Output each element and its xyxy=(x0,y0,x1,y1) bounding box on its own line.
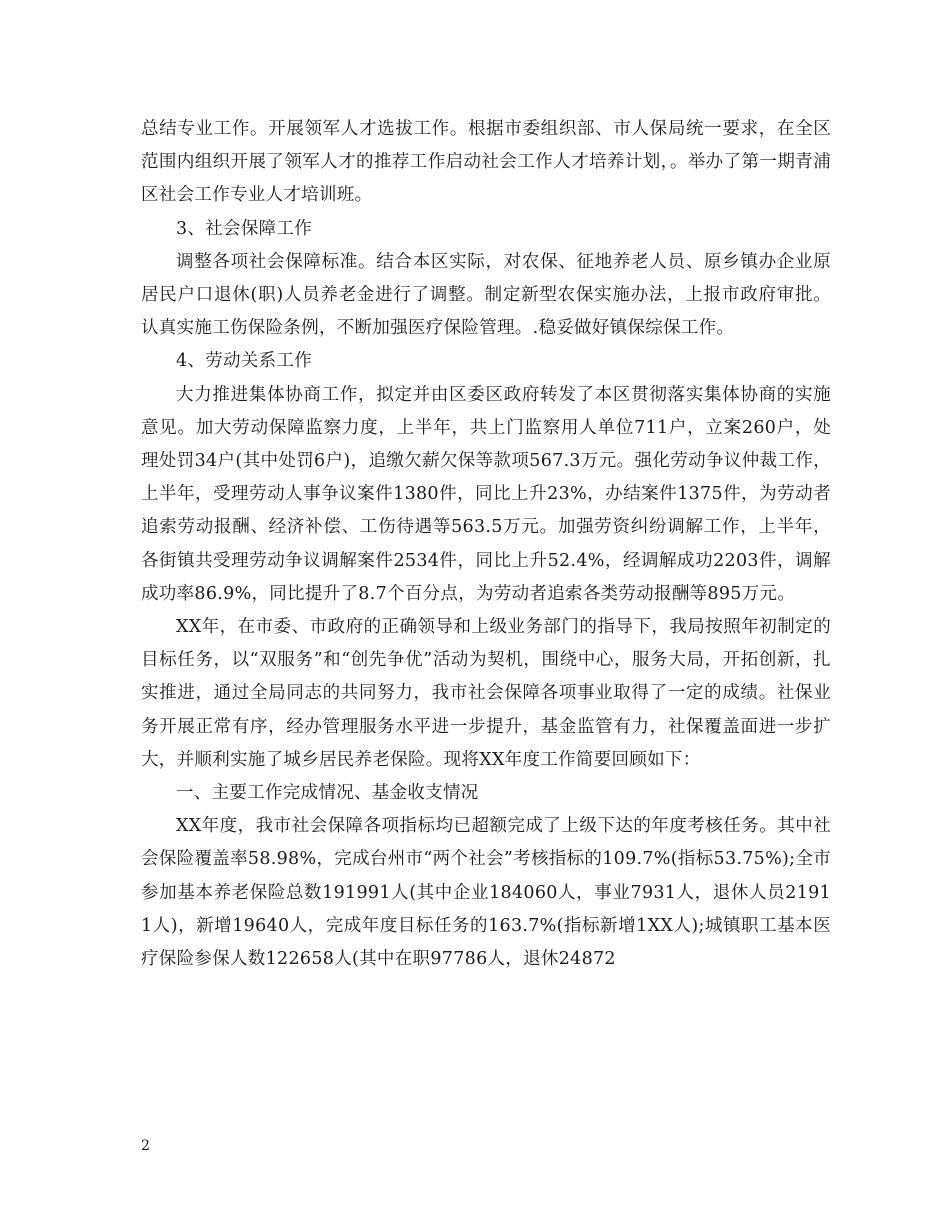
section-heading: 4、劳动关系工作 xyxy=(176,351,313,372)
document-body xyxy=(141,113,831,976)
paragraph: XX年，在市委、市政府的正确领导和上级业务部门的指导下，我局按照年初制定的目标任务，以“双服务”和“创先争优”活动为契机，围绕中心，服务大局，开拓创新，扎实推进，通过全局同志的共同努力，我市社会保障各项事业取得了一定的成绩。社保业务开展正常有序，经办管理服务水平进一步提升，基金监管有力，社保覆盖面进一步扩大，并顺利实施了城乡居民养老保险。现将XX年度工作简要回顾如下： xyxy=(141,617,831,770)
section-heading: 一、主要工作完成情况、基金收支情况 xyxy=(176,783,479,804)
paragraph: XX年度，我市社会保障各项指标均已超额完成了上级下达的年度考核任务。其中社会保险覆盖率58.98%，完成台州市“两个社会”考核指标的109.7%(指标53.75%);全市参加基本养老保险总数191991人(其中企业184060人，事业7931人，退休人员21911人)，新增19640人，完成年度目标任务的163.7%(指标新增1XX人);城镇职工基本医疗保险参保人数122658人(其中在职97786人，退休24872 xyxy=(141,816,831,970)
section-heading: 3、社会保障工作 xyxy=(176,218,313,239)
page-number: 2 xyxy=(141,1138,150,1154)
paragraph: 调整各项社会保障标准。结合本区实际，对农保、征地养老人员、原乡镇办企业原居民户口退休(职)人员养老金进行了调整。制定新型农保实施办法，上报市政府审批。认真实施工伤保险条例，不断加强医疗保险管理。.稳妥做好镇保综保工作。 xyxy=(141,251,831,339)
paragraph: 大力推进集体协商工作，拟定并由区委区政府转发了本区贯彻落实集体协商的实施意见。加大劳动保障监察力度，上半年，共上门监察用人单位711户，立案260户，处理处罚34户(其中处罚6户)，追缴欠薪欠保等款项567.3万元。强化劳动争议仲裁工作，上半年，受理劳动人事争议案件1380件，同比上升23%，办结案件1375件，为劳动者追索劳动报酬、经济补偿、工伤待遇等563.5万元。加强劳资纠纷调解工作，上半年，各街镇共受理劳动争议调解案件2534件，同比上升52.4%，经调解成功2203件，调解成功率86.9%，同比提升了8.7个百分点，为劳动者追索各类劳动报酬等895万元。 xyxy=(141,384,831,604)
paragraph: 总结专业工作。开展领军人才选拔工作。根据市委组织部、市人保局统一要求，在全区范围内组织开展了领军人才的推荐工作启动社会工作人才培养计划，。举办了第一期青浦区社会工作专业人才培训班。 xyxy=(141,119,831,206)
